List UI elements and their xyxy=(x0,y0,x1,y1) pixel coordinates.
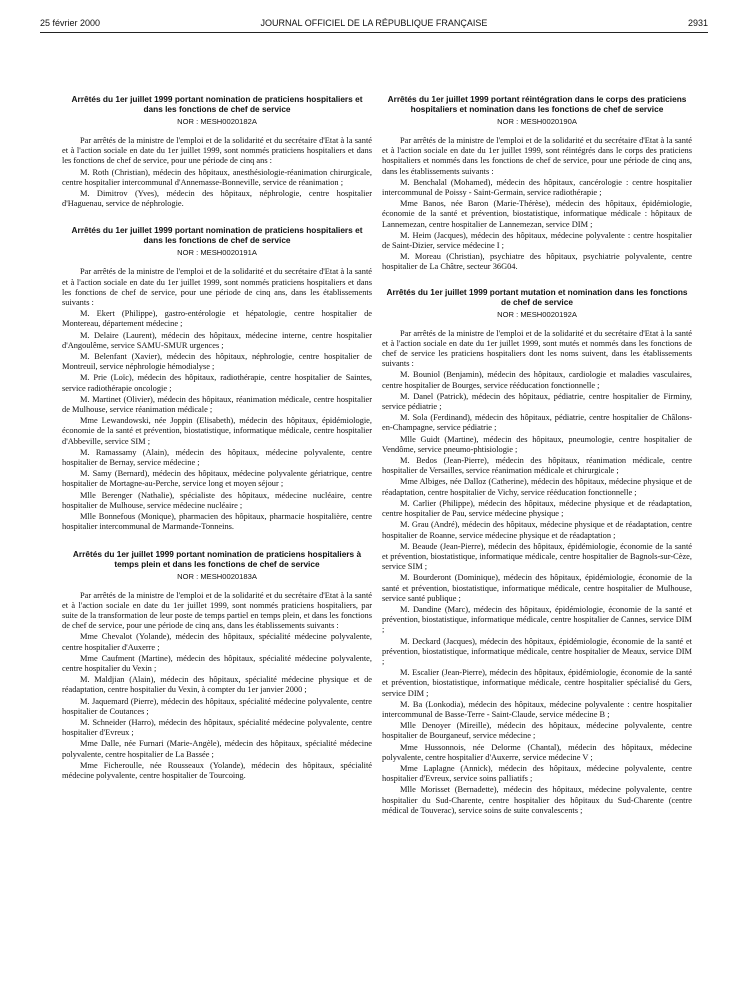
appointment-entry: Mlle Denoyer (Mireille), médecin des hôpitaux, médecine polyvalente, centre hospitalier de Bourganeuf, service médecine ; xyxy=(382,721,692,741)
appointment-entry: M. Ekert (Philippe), gastro-entérologie et hépatologie, centre hospitalier de Montereau, département médecine ; xyxy=(62,309,372,329)
appointment-entry: M. Dandine (Marc), médecin des hôpitaux, épidémiologie, économie de la santé et prévention, biostatistique, informatique médicale, centre hospitalier de Cannes, service DIM ; xyxy=(382,604,692,635)
decree-intro-paragraph: Par arrêtés de la ministre de l'emploi et de la solidarité et du secrétaire d'Etat à la santé et à l'action sociale en date du 1er juillet 1999, sont nommés praticiens hospitaliers, par suite de la transformation de leur poste de temps partiel en temps plein, et dans les fonctions de chef de service, pour une période de cinq ans, dans les établissements suivants : xyxy=(62,590,372,631)
decree-intro-paragraph: Par arrêtés de la ministre de l'emploi et de la solidarité et du secrétaire d'Etat à la santé et à l'action sociale en date du 1er juillet 1999, sont réintégrés dans le corps des praticiens hospitaliers et nommés dans les fonctions de chef de service, pour une période de cinq ans, dans les établissements suivants : xyxy=(382,136,692,176)
appointment-entry: Mme Chevalot (Yolande), médecin des hôpitaux, spécialité médecine polyvalente, centre hospitalier d'Auxerre ; xyxy=(62,632,372,652)
appointment-entry: M. Martinet (Olivier), médecin des hôpitaux, réanimation médicale, centre hospitalier de Mulhouse, service réanimation médicale ; xyxy=(62,394,372,415)
appointment-entry: M. Ba (Lonkodia), médecin des hôpitaux, médecine polyvalente : centre hospitalier intercommunal de Basse-Terre - Saint-Claude, service médecine B ; xyxy=(382,699,692,719)
section-heading: Arrêtés du 1er juillet 1999 portant mutation et nomination dans les fonctions de chef de service xyxy=(386,286,688,307)
decree-section xyxy=(62,549,372,782)
decree-section xyxy=(62,94,372,209)
nor-reference: NOR : MESH0020183A xyxy=(177,571,257,581)
appointment-entry: M. Bouniol (Benjamin), médecin des hôpitaux, cardiologie et maladies vasculaires, centre hospitalier de Bourges, service rééducation fonctionnelle ; xyxy=(382,370,692,390)
appointment-entry: M. Carlier (Philippe), médecin des hôpitaux, médecine physique et de réadaptation, centre hospitalier de Pau, service médecine physique ; xyxy=(382,498,692,519)
appointment-entry: M. Belenfant (Xavier), médecin des hôpitaux, néphrologie, centre hospitalier de Montreuil, service néphrologie hémodialyse ; xyxy=(62,352,372,372)
decree-intro-paragraph: Par arrêtés de la ministre de l'emploi et de la solidarité et du secrétaire d'Etat à la santé et à l'action sociale en date du 1er juillet 1999, sont nommés praticiens hospitaliers et dans les fonctions de chef de service, pour une période de cinq ans : xyxy=(62,136,372,166)
appointment-entry: Mme Banos, née Baron (Marie-Thérèse), médecin des hôpitaux, épidémiologie, économie de la santé et prévention, biostatistique, informatique médicale : hôpitaux de Lannemezan, centre hospitalier de Lannemezan, service DIM ; xyxy=(382,199,692,229)
decree-intro-paragraph: Par arrêtés de la ministre de l'emploi et de la solidarité et du secrétaire d'Etat à la santé et à l'action sociale en date du 1er juillet 1999, sont mutés et nommés dans les fonctions de chef de service les praticiens hospitaliers dont les noms suivent, dans les établissements suivants : xyxy=(382,328,692,369)
appointment-entry: M. Deckard (Jacques), médecin des hôpitaux, épidémiologie, économie de la santé et prévention, biostatistique, informatique médicale, centre hospitalier de Meaux, service DIM ; xyxy=(382,636,692,666)
appointment-entry: M. Bedos (Jean-Pierre), médecin des hôpitaux, réanimation médicale, centre hospitalier de Versailles, service réanimation médicale et chirurgicale ; xyxy=(382,456,692,476)
appointment-entry: Mlle Berenger (Nathalie), spécialiste des hôpitaux, médecine nucléaire, centre hospitalier de Mulhouse, service médecine nucléaire ; xyxy=(62,490,372,510)
appointment-entry: M. Beaude (Jean-Pierre), médecin des hôpitaux, épidémiologie, économie de la santé et prévention, biostatistique, informatique médicale, centre hospitalier de Bagnols-sur-Cèze, service SIM ; xyxy=(382,541,692,572)
header-date: 25 février 2000 xyxy=(40,18,101,28)
appointment-entry: M. Ramassamy (Alain), médecin des hôpitaux, médecine polyvalente, centre hospitalier de Bernay, service médecine ; xyxy=(62,447,372,468)
appointment-entry: M. Jaquemard (Pierre), médecin des hôpitaux, spécialité médecine polyvalente, centre hospitalier de Coutances ; xyxy=(62,696,372,716)
appointment-entry: M. Benchalal (Mohamed), médecin des hôpitaux, cancérologie : centre hospitalier intercommunal de Poissy - Saint-Germain, service radiothérapie ; xyxy=(382,177,692,198)
appointment-entry: M. Grau (André), médecin des hôpitaux, médecine physique et de réadaptation, centre hospitalier de Roanne, service médecine physique et de réadaptation ; xyxy=(382,520,692,540)
journal-title: JOURNAL OFFICIEL DE LA RÉPUBLIQUE FRANÇAISE xyxy=(260,18,488,28)
appointment-entry: M. Heim (Jacques), médecin des hôpitaux, médecine polyvalente : centre hospitalier de Saint-Dizier, service médecine I ; xyxy=(382,230,692,251)
appointment-entry: Mme Ficheroulle, née Rousseaux (Yolande), médecin des hôpitaux, spécialité médecine polyvalente, centre hospitalier de Tourcoing. xyxy=(62,760,372,780)
page-number: 2931 xyxy=(687,18,708,28)
nor-reference: NOR : MESH0020191A xyxy=(177,248,257,258)
appointment-entry: M. Danel (Patrick), médecin des hôpitaux, pédiatrie, centre hospitalier de Firminy, service pédiatrie ; xyxy=(382,391,692,412)
nor-reference: NOR : MESH0020190A xyxy=(497,117,577,126)
nor-reference: NOR : MESH0020192A xyxy=(497,309,577,319)
appointment-entry: M. Escalier (Jean-Pierre), médecin des hôpitaux, épidémiologie, économie de la santé et prévention, biostatistique, informatique médicale, centre hospitalier spécialisé du Gers, service DIM ; xyxy=(382,668,692,698)
decree-section xyxy=(382,94,692,273)
decree-section xyxy=(62,225,372,532)
appointment-entry: M. Prie (Loïc), médecin des hôpitaux, radiothérapie, centre hospitalier de Saintes, service radiothérapie oncologie ; xyxy=(62,373,372,393)
appointment-entry: M. Delaire (Laurent), médecin des hôpitaux, médecine interne, centre hospitalier d'Angoulême, service SAMU-SMUR urgences ; xyxy=(62,330,372,350)
appointment-entry: Mme Caufment (Martine), médecin des hôpitaux, spécialité médecine polyvalente, centre hospitalier du Vexin ; xyxy=(62,653,372,673)
section-heading: Arrêtés du 1er juillet 1999 portant nomination de praticiens hospitaliers à temps plein et dans les fonctions de chef de service xyxy=(72,548,362,569)
decree-intro-paragraph: Par arrêtés de la ministre de l'emploi et de la solidarité et du secrétaire d'Etat à la santé et à l'action sociale en date du 1er juillet 1999, sont nommés praticiens hospitaliers et dans les fonctions de chef de service, pour une période de cinq ans, dans les établissements suivants : xyxy=(62,267,372,308)
decree-section xyxy=(382,287,692,816)
appointment-entry: Mme Lewandowski, née Joppin (Elisabeth), médecin des hôpitaux, épidémiologie, économie de la santé et prévention, biostatistique, informatique médicale, centre hospitalier d'Abbeville, service SIM ; xyxy=(62,416,372,446)
appointment-entry: Mlle Morisset (Bernadette), médecin des hôpitaux, médecine polyvalente, centre hospitalier du Sud-Charente, centre hospitalier des hôpitaux du Sud-Charente (centre médical de Touverac), service soins de suite convalescents ; xyxy=(382,785,692,815)
appointment-entry: Mlle Bonnefous (Monique), pharmacien des hôpitaux, pharmacie hospitalière, centre hospitalier intercommunal de Marmande-Tonneins. xyxy=(62,512,372,532)
appointment-entry: M. Samy (Bernard), médecin des hôpitaux, médecine polyvalente gériatrique, centre hospitalier de Mortagne-au-Perche, service long et moyen séjour ; xyxy=(62,469,372,489)
appointment-entry: Mme Dalle, née Furnari (Marie-Angèle), médecin des hôpitaux, spécialité médecine polyvalente, centre hospitalier de La Bassée ; xyxy=(62,739,372,759)
left-column xyxy=(62,44,372,789)
appointment-entry: M. Schneider (Harro), médecin des hôpitaux, spécialité médecine polyvalente, centre hospitalier d'Evreux ; xyxy=(62,717,372,738)
appointment-entry: M. Moreau (Christian), psychiatre des hôpitaux, psychiatrie polyvalente, centre hospitalier de La Châtre, secteur 36G04. xyxy=(382,252,692,272)
appointment-entry: M. Bourderont (Dominique), médecin des hôpitaux, épidémiologie, économie de la santé et prévention, biostatistique, informatique médicale, centre hospitalier de Mulhouse, service santé publique ; xyxy=(382,573,692,603)
section-heading: Arrêtés du 1er juillet 1999 portant nomination de praticiens hospitaliers et dans les fonctions de chef de service xyxy=(71,94,363,114)
appointment-entry: Mlle Guidt (Martine), médecin des hôpitaux, pneumologie, centre hospitalier de Vendôme, service pneumo-phtisiologie ; xyxy=(382,434,692,454)
appointment-entry: Mme Hussonnois, née Delorme (Chantal), médecin des hôpitaux, médecine polyvalente, centre hospitalier d'Auxerre, service médecine V ; xyxy=(382,742,692,762)
page-header xyxy=(40,16,708,33)
appointment-entry: M. Dimitrov (Yves), médecin des hôpitaux, néphrologie, centre hospitalier d'Haguenau, service de néphrologie. xyxy=(62,189,372,209)
section-heading: Arrêtés du 1er juillet 1999 portant nomination de praticiens hospitaliers et dans les fonctions de chef de service xyxy=(71,225,363,246)
nor-reference: NOR : MESH0020182A xyxy=(177,117,257,126)
section-heading: Arrêtés du 1er juillet 1999 portant réintégration dans le corps des praticiens hospitaliers et nomination dans les fonctions de chef de service xyxy=(387,94,687,114)
right-column xyxy=(382,44,692,824)
appointment-entry: M. Sola (Ferdinand), médecin des hôpitaux, pédiatrie, centre hospitalier de Châlons-en-Champagne, service pédiatrie ; xyxy=(382,413,692,433)
appointment-entry: Mme Albiges, née Dalloz (Catherine), médecin des hôpitaux, médecine physique et de réadaptation, centre hospitalier de Vichy, service rééducation fonctionnelle ; xyxy=(382,477,692,497)
appointment-entry: Mme Laplagne (Annick), médecin des hôpitaux, médecine polyvalente, centre hospitalier d'Evreux, service soins palliatifs ; xyxy=(382,763,692,784)
appointment-entry: M. Roth (Christian), médecin des hôpitaux, anesthésiologie-réanimation chirurgicale, centre hospitalier intercommunal d'Annemasse-Bonneville, service de réanimation ; xyxy=(62,167,372,187)
appointment-entry: M. Maldjian (Alain), médecin des hôpitaux, spécialité médecine physique et de réadaptation, centre hospitalier du Vexin, à compter du 1er janvier 2000 ; xyxy=(62,675,372,695)
